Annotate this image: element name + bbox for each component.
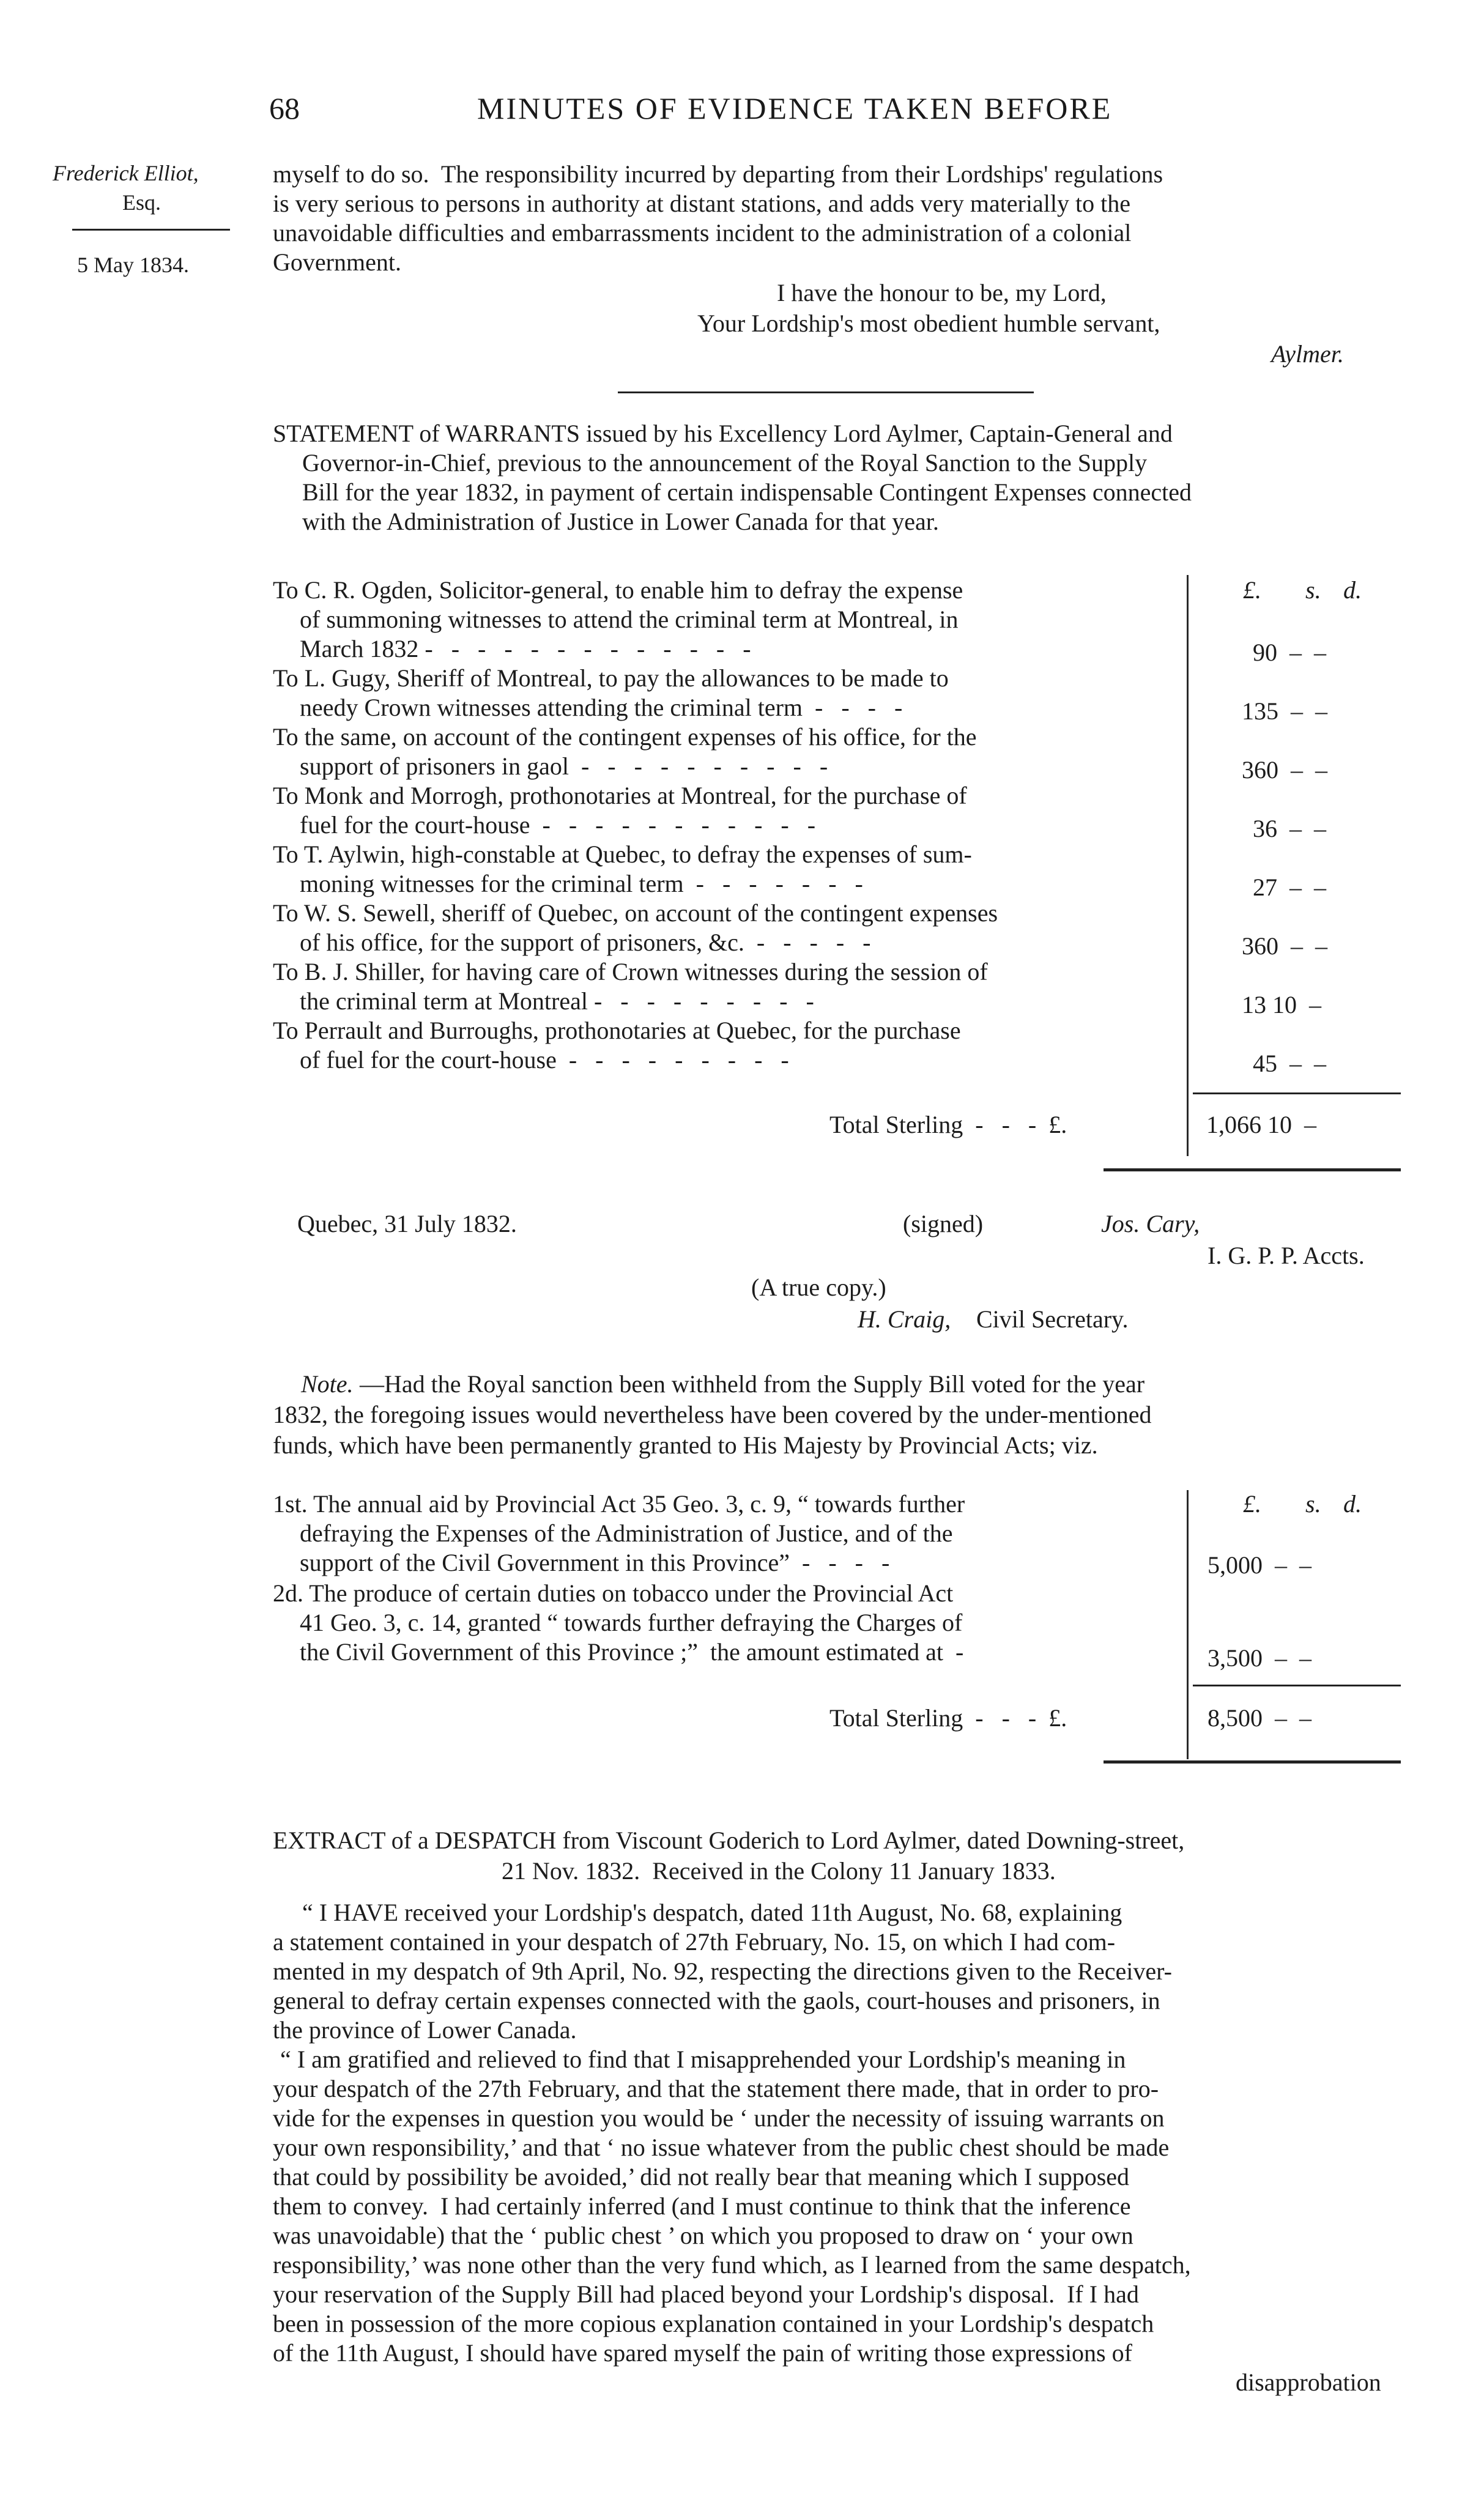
- extract-line: a statement contained in your despatch of 27th February, No. 15, on which I had com-: [273, 1928, 1116, 1956]
- fund-line: 2d. The produce of certain duties on tobacco under the Provincial Act: [273, 1579, 954, 1607]
- fund-line: defraying the Expenses of the Administration of Justice, and of the: [300, 1519, 953, 1547]
- col-pounds: £.: [1243, 576, 1261, 604]
- margin-name: Frederick Elliot,: [53, 161, 199, 185]
- fund-line: 1st. The annual aid by Provincial Act 35 Geo. 3, c. 9, “ towards further: [273, 1490, 965, 1518]
- statement-total-rule: [1104, 1168, 1401, 1171]
- extract-line: them to convey. I had certainly inferred (and I must continue to think that the inference: [273, 2192, 1131, 2220]
- extract-line: your despatch of the 27th February, and that the statement there made, that in order to pro-: [273, 2075, 1159, 2102]
- extract-line: your reservation of the Supply Bill had placed beyond your Lordship's disposal. If I had: [273, 2280, 1139, 2308]
- extract-line: responsibility,’ was none other than the very fund which, as I learned from the same despatch,: [273, 2251, 1191, 2279]
- extract-heading-line: EXTRACT of a DESPATCH from Viscount Goderich to Lord Aylmer, dated Downing-street,: [273, 1827, 1185, 1854]
- funds-column-rule: [1187, 1490, 1189, 1759]
- entry-line: To C. R. Ogden, Solicitor-general, to enable him to defray the expense: [273, 576, 963, 604]
- letter-line: is very serious to persons in authority at distant stations, and adds very materially to the: [273, 190, 1130, 217]
- note-label: Note.: [301, 1370, 354, 1398]
- letter-line: unavoidable difficulties and embarrassments incident to the administration of a colonial: [273, 219, 1132, 247]
- fund-line: 41 Geo. 3, c. 14, granted “ towards further defraying the Charges of: [300, 1609, 963, 1636]
- statement-total-label: Total Sterling - - - £.: [829, 1111, 1067, 1138]
- extract-line: of the 11th August, I should have spared myself the pain of writing those expressions of: [273, 2339, 1132, 2367]
- statement-column-rule: [1187, 575, 1189, 1156]
- note-line: —Had the Royal sanction been withheld from the Supply Bill voted for the year: [360, 1370, 1145, 1398]
- statement-heading-line: with the Administration of Justice in Lower Canada for that year.: [302, 508, 939, 535]
- extract-line: your own responsibility,’ and that ‘ no issue whatever from the public chest should be made: [273, 2134, 1170, 2161]
- funds-col-pounds: £.: [1243, 1490, 1261, 1518]
- fund-amount: 3,500 – –: [1208, 1644, 1311, 1672]
- col-shillings: s.: [1305, 576, 1321, 604]
- entry-line: To the same, on account of the contingent expenses of his office, for the: [273, 723, 977, 751]
- entry-line: of fuel for the court-house - - - - - - - - -: [300, 1046, 789, 1074]
- secretary-title: Civil Secretary.: [976, 1305, 1129, 1333]
- letter-line: myself to do so. The responsibility incurred by departing from their Lordships' regulations: [273, 160, 1163, 188]
- entry-line: the criminal term at Montreal - - - - - - - - -: [300, 987, 814, 1015]
- entry-line: support of prisoners in gaol - - - - - - - - - -: [300, 752, 828, 780]
- entry-line: of his office, for the support of prisoners, &c. - - - - -: [300, 929, 871, 956]
- catchword: disapprobation: [1236, 2368, 1381, 2396]
- extract-line: was unavoidable) that the ‘ public chest ’ on which you proposed to draw on ‘ your own: [273, 2222, 1133, 2249]
- funds-subtotal-rule: [1193, 1685, 1401, 1686]
- secretary-name: H. Craig,: [858, 1305, 951, 1333]
- funds-col-shillings: s.: [1305, 1490, 1321, 1518]
- extract-heading-line: 21 Nov. 1832. Received in the Colony 11 January 1833.: [502, 1857, 1056, 1885]
- funds-total-amount: 8,500 – –: [1208, 1704, 1311, 1732]
- entry-amount: 360 – –: [1242, 756, 1327, 784]
- funds-col-pence: d.: [1343, 1490, 1362, 1518]
- section-divider: [618, 391, 1034, 393]
- statement-heading-line: Bill for the year 1832, in payment of certain indispensable Contingent Expenses connected: [302, 478, 1192, 506]
- statement-heading-line: STATEMENT of WARRANTS issued by his Excellency Lord Aylmer, Captain-General and: [273, 420, 1173, 447]
- col-pence: d.: [1343, 576, 1362, 604]
- extract-line: “ I HAVE received your Lordship's despatch, dated 11th August, No. 68, explaining: [302, 1899, 1122, 1926]
- entry-line: fuel for the court-house - - - - - - - - - - -: [300, 811, 816, 839]
- entry-amount: 360 – –: [1242, 932, 1327, 960]
- letter-signature: Aylmer.: [1271, 340, 1344, 368]
- statement-subtotal-rule: [1193, 1092, 1401, 1094]
- signer-name: Jos. Cary,: [1101, 1210, 1200, 1237]
- funds-total-label: Total Sterling - - - £.: [829, 1704, 1067, 1732]
- true-copy: (A true copy.): [751, 1274, 886, 1301]
- entry-line: To Monk and Morrogh, prothonotaries at Montreal, for the purchase of: [273, 782, 967, 809]
- funds-total-rule: [1104, 1760, 1401, 1764]
- note-line: 1832, the foregoing issues would nevertheless have been covered by the under-mentioned: [273, 1401, 1152, 1428]
- entry-amount: 36 – –: [1253, 815, 1326, 842]
- entry-amount: 27 – –: [1253, 873, 1326, 901]
- fund-line: support of the Civil Government in this Province” - - - -: [300, 1549, 890, 1576]
- extract-line: mented in my despatch of 9th April, No. 92, respecting the directions given to the Receiver-: [273, 1957, 1172, 1985]
- statement-total-amount: 1,066 10 –: [1206, 1111, 1316, 1138]
- signer-title: I. G. P. P. Accts.: [1208, 1242, 1365, 1269]
- signed-label: (signed): [903, 1210, 984, 1237]
- letter-line: Government.: [273, 248, 401, 276]
- entry-line: of summoning witnesses to attend the criminal term at Montreal, in: [300, 606, 959, 633]
- entry-line: moning witnesses for the criminal term - - - - - - -: [300, 870, 863, 897]
- page-header-title: MINUTES OF EVIDENCE TAKEN BEFORE: [477, 91, 1113, 125]
- extract-line: general to defray certain expenses connected with the gaols, court-houses and prisoners, in: [273, 1987, 1160, 2014]
- letter-closing: Your Lordship's most obedient humble servant,: [697, 310, 1160, 337]
- entry-line: To L. Gugy, Sheriff of Montreal, to pay the allowances to be made to: [273, 664, 949, 692]
- margin-suffix: Esq.: [122, 190, 161, 215]
- margin-date: 5 May 1834.: [77, 253, 189, 277]
- margin-rule: [72, 229, 230, 231]
- page-number: 68: [269, 91, 300, 125]
- entry-amount: 135 – –: [1242, 697, 1327, 725]
- entry-amount: 13 10 –: [1242, 991, 1321, 1018]
- entry-line: To B. J. Shiller, for having care of Crown witnesses during the session of: [273, 958, 988, 985]
- entry-line: To T. Aylwin, high-constable at Quebec, to defray the expenses of sum-: [273, 840, 972, 868]
- entry-line: To Perrault and Burroughs, prothonotaries at Quebec, for the purchase: [273, 1017, 961, 1044]
- extract-line: been in possession of the more copious explanation contained in your Lordship's despatch: [273, 2310, 1154, 2337]
- note-line: funds, which have been permanently granted to His Majesty by Provincial Acts; viz.: [273, 1431, 1098, 1459]
- extract-line: that could by possibility be avoided,’ did not really bear that meaning which I supposed: [273, 2163, 1130, 2190]
- extract-line: vide for the expenses in question you would be ‘ under the necessity of issuing warrants on: [273, 2104, 1165, 2132]
- entry-line: needy Crown witnesses attending the criminal term - - - -: [300, 694, 903, 721]
- entry-line: March 1832 - - - - - - - - - - - - -: [300, 635, 751, 662]
- entry-line: To W. S. Sewell, sheriff of Quebec, on account of the contingent expenses: [273, 899, 998, 927]
- place-date: Quebec, 31 July 1832.: [297, 1210, 517, 1237]
- extract-line: “ I am gratified and relieved to find that I misapprehended your Lordship's meaning in: [280, 2046, 1126, 2073]
- fund-amount: 5,000 – –: [1208, 1551, 1311, 1579]
- extract-line: the province of Lower Canada.: [273, 2016, 577, 2044]
- entry-amount: 90 – –: [1253, 639, 1326, 666]
- statement-heading-line: Governor-in-Chief, previous to the announcement of the Royal Sanction to the Supply: [302, 449, 1148, 477]
- fund-line: the Civil Government of this Province ;” the amount estimated at -: [300, 1638, 964, 1666]
- entry-amount: 45 – –: [1253, 1050, 1326, 1077]
- letter-closing: I have the honour to be, my Lord,: [777, 279, 1107, 306]
